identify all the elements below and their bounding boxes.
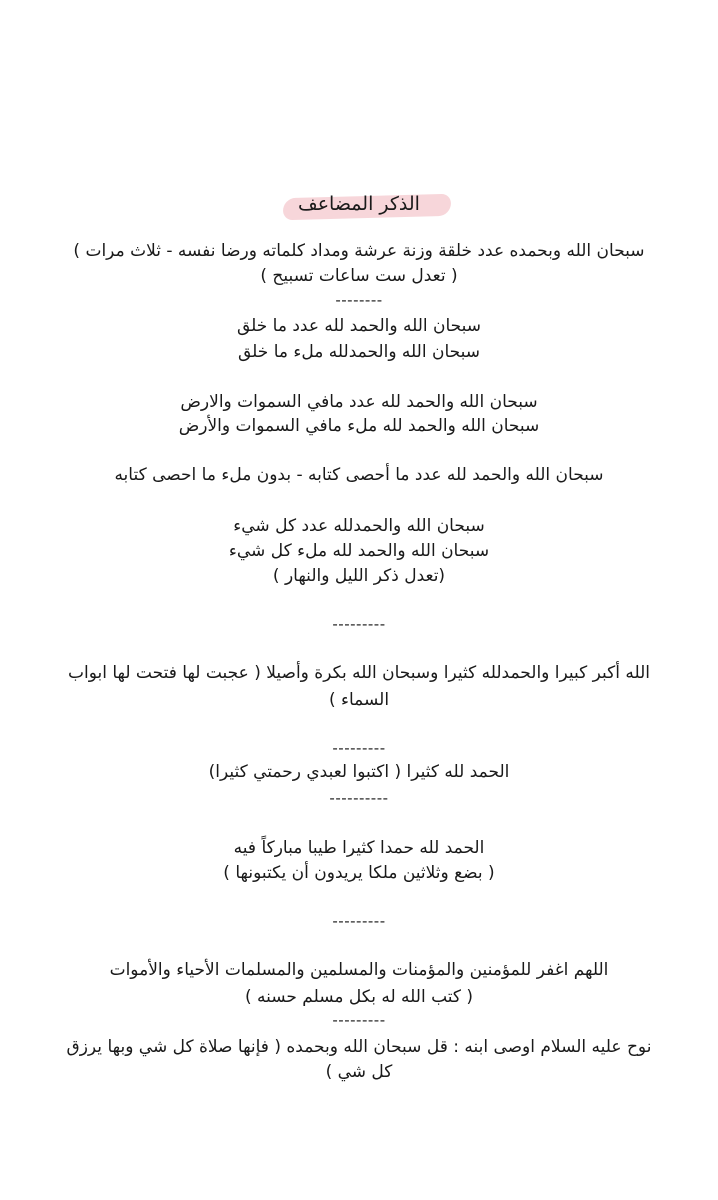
title-wrap	[0, 190, 718, 218]
separator-5: ---------	[332, 912, 386, 930]
text-line-9: سبحان الله والحمد لله ملء كل شيء	[228, 541, 490, 561]
text-line-14: الحمد لله حمدا كثيرا طيبا مباركاً فيه	[233, 838, 485, 858]
text-line-12: السماء )	[328, 690, 390, 710]
text-line-2: ( تعدل ست ساعات تسبيح )	[260, 266, 458, 286]
text-line-17: ( كتب الله له بكل مسلم حسنه )	[244, 987, 474, 1007]
text-line-13: الحمد لله كثيرا ( اكتبوا لعبدي رحمتي كثيرا)	[208, 762, 510, 782]
text-line-10: (تعدل ذكر الليل والنهار )	[272, 566, 446, 586]
text-line-7: سبحان الله والحمد لله عدد ما أحصى كتابه - بدون ملء ما احصى كتابه	[114, 465, 604, 485]
separator-2: ---------	[332, 615, 386, 633]
text-line-18: نوح عليه السلام اوصى ابنه : قل سبحان الله وبحمده ( فإنها صلاة كل شي وبها يرزق	[66, 1037, 652, 1057]
text-line-16: اللهم اغفر للمؤمنين والمؤمنات والمسلمين والمسلمات الأحياء والأموات	[109, 960, 609, 980]
page-title: الذكر المضاعف	[298, 193, 420, 215]
separator-4: ----------	[329, 789, 389, 807]
text-line-5: سبحان الله والحمد لله عدد مافي السموات والارض	[180, 392, 538, 412]
text-line-11: الله أكبر كبيرا والحمدلله كثيرا وسبحان الله بكرة وأصيلا ( عجبت لها فتحت لها ابواب	[67, 663, 651, 683]
text-line-8: سبحان الله والحمدلله عدد كل شيء	[233, 516, 485, 536]
separator-6: ---------	[332, 1011, 386, 1029]
separator-3: ---------	[332, 739, 386, 757]
text-line-4: سبحان الله والحمدلله ملء ما خلق	[237, 342, 480, 362]
text-line-19: كل شي )	[325, 1062, 393, 1082]
text-line-1: سبحان الله وبحمده عدد خلقة وزنة عرشة ومداد كلماته ورضا نفسه - ثلاث مرات )	[73, 241, 645, 261]
text-line-6: سبحان الله والحمد لله ملء مافي السموات والأرض	[178, 416, 540, 436]
text-line-15: ( بضع وثلاثين ملكا يريدون أن يكتبونها )	[223, 863, 495, 883]
separator-1: --------	[335, 291, 383, 309]
text-line-3: سبحان الله والحمد لله عدد ما خلق	[236, 316, 482, 336]
